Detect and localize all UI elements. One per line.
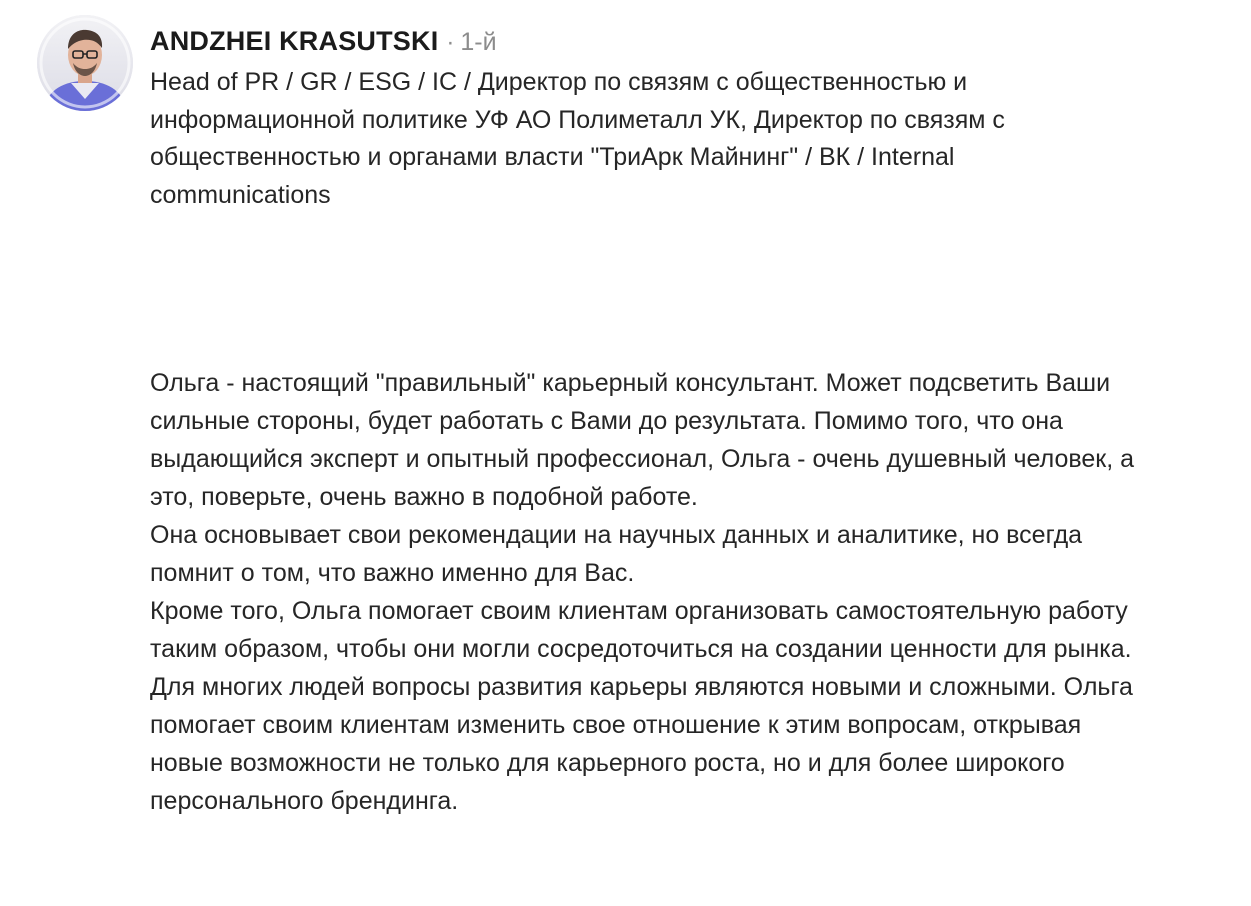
recommendation-paragraph: Для многих людей вопросы развития карьеры являются новыми и сложными. Ольга помогает своим клиентам изменить свое отношение к этим вопросам, открывая новые возможности не только для карьерного роста, но и для более широкого персонального брендинга. (150, 673, 1133, 815)
separator-dot: · (446, 29, 455, 56)
profile-headline: Head of PR / GR / ESG / IC / Директор по связям с общественностью и информационной политике УФ АО Полиметалл УК, Директор по связям с общественностью и органами власти "ТриАрк Майнинг" / ВК / Internal communications (150, 68, 1005, 210)
profile-photo-icon (37, 15, 133, 111)
connection-degree: 1-й (460, 28, 497, 56)
profile-name[interactable]: ANDZHEI KRASUTSKI (150, 26, 439, 56)
avatar[interactable] (37, 15, 133, 111)
recommendation-paragraph: Она основывает свои рекомендации на научных данных и аналитике, но всегда помнит о том, что важно именно для Вас. (150, 521, 1083, 587)
name-line (150, 22, 1210, 62)
recommendation-paragraph: Кроме того, Ольга помогает своим клиентам организовать самостоятельную работу таким образом, чтобы они могли сосредоточиться на создании ценности для рынка. (150, 597, 1132, 663)
recommendation-paragraph: Ольга - настоящий "правильный" карьерный консультант. Может подсветить Ваши сильные стороны, будет работать с Вами до результата. Помимо того, что она выдающийся эксперт и опытный профессионал, Ольга - очень душевный человек, а это, поверьте, очень важно в подобной работе. (150, 369, 1135, 511)
profile-header (150, 22, 1210, 215)
recommendation-text (150, 364, 1160, 820)
